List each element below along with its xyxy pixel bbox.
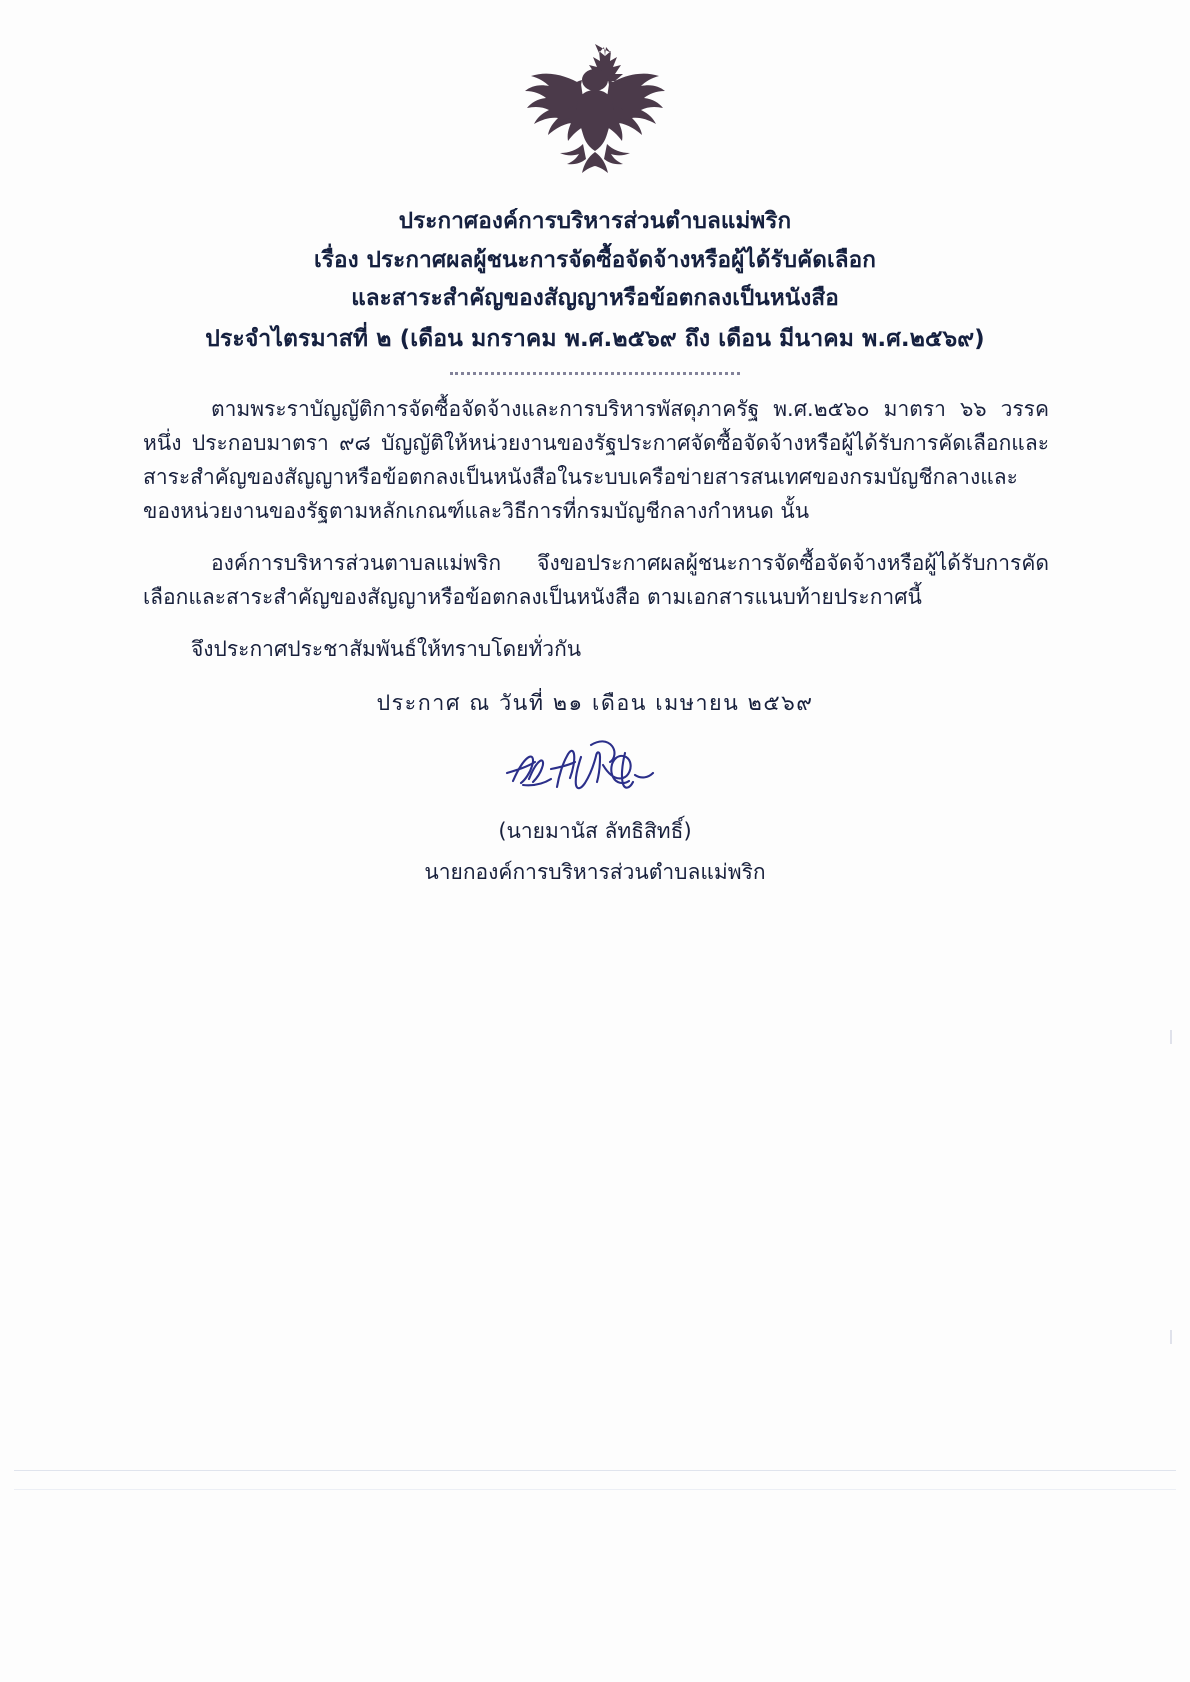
body-paragraph-2: องค์การบริหารส่วนตาบลแม่พริก จึงขอประกาศผลผู้ชนะการจัดซื้อจัดจ้างหรือผู้ได้รับการคัดเลือกและสาระสำคัญของสัญญาหรือข้อตกลงเป็นหนังสือ ตามเอกสารแนบท้ายประกาศนี้ bbox=[143, 551, 1049, 610]
dotted-divider bbox=[450, 372, 740, 375]
handwritten-signature bbox=[485, 735, 705, 805]
document-body bbox=[143, 392, 1049, 680]
emblem-container bbox=[0, 40, 1190, 190]
signer-position: นายกองค์การบริหารส่วนตำบลแม่พริก bbox=[424, 860, 766, 884]
heading-line-quarter: ประจำไตรมาสที่ ๒ (เดือน มกราคม พ.ศ.๒๕๖๙ ถึง เดือน มีนาคม พ.ศ.๒๕๖๙) bbox=[205, 325, 985, 352]
scan-artifact-line-2 bbox=[14, 1489, 1176, 1490]
scan-artifact-line bbox=[14, 1470, 1176, 1471]
scan-edge-mark-2 bbox=[1170, 1330, 1172, 1344]
announcement-date: ประกาศ ณ วันที่ ๒๑ เดือน เมษายน ๒๕๖๙ bbox=[376, 691, 814, 716]
heading-line-org: ประกาศองค์การบริหารส่วนตำบลแม่พริก bbox=[398, 208, 792, 234]
scan-edge-mark bbox=[1170, 1030, 1172, 1044]
heading-line-subject-cont: และสาระสำคัญของสัญญาหรือข้อตกลงเป็นหนังสือ bbox=[351, 285, 839, 312]
signature-block bbox=[0, 735, 1190, 889]
body-paragraph-3: จึงประกาศประชาสัมพันธ์ให้ทราบโดยทั่วกัน bbox=[191, 637, 582, 662]
document-heading bbox=[0, 205, 1190, 362]
garuda-emblem bbox=[515, 40, 675, 190]
signer-name: (นายมานัส ลัทธิสิทธิ์) bbox=[498, 819, 692, 843]
heading-line-subject: เรื่อง ประกาศผลผู้ชนะการจัดซื้อจัดจ้างหรือผู้ได้รับคัดเลือก bbox=[314, 246, 876, 273]
body-paragraph-1: ตามพระราบัญญัติการจัดซื้อจัดจ้างและการบริหารพัสดุภาครัฐ พ.ศ.๒๕๖๐ มาตรา ๖๖ วรรคหนึ่ง ประกอบมาตรา ๙๘ บัญญัติให้หน่วยงานของรัฐประกาศจัดซื้อจัดจ้างหรือผู้ได้รับการคัดเลือกและสาระสำคัญของสัญญาหรือข้อตกลงเป็นหนังสือในระบบเครือข่ายสารสนเทศของกรมบัญชีกลางและของหน่วยงานของรัฐตามหลักเกณฑ์และวิธีการที่กรมบัญชีกลางกำหนด นั้น bbox=[143, 397, 1049, 524]
